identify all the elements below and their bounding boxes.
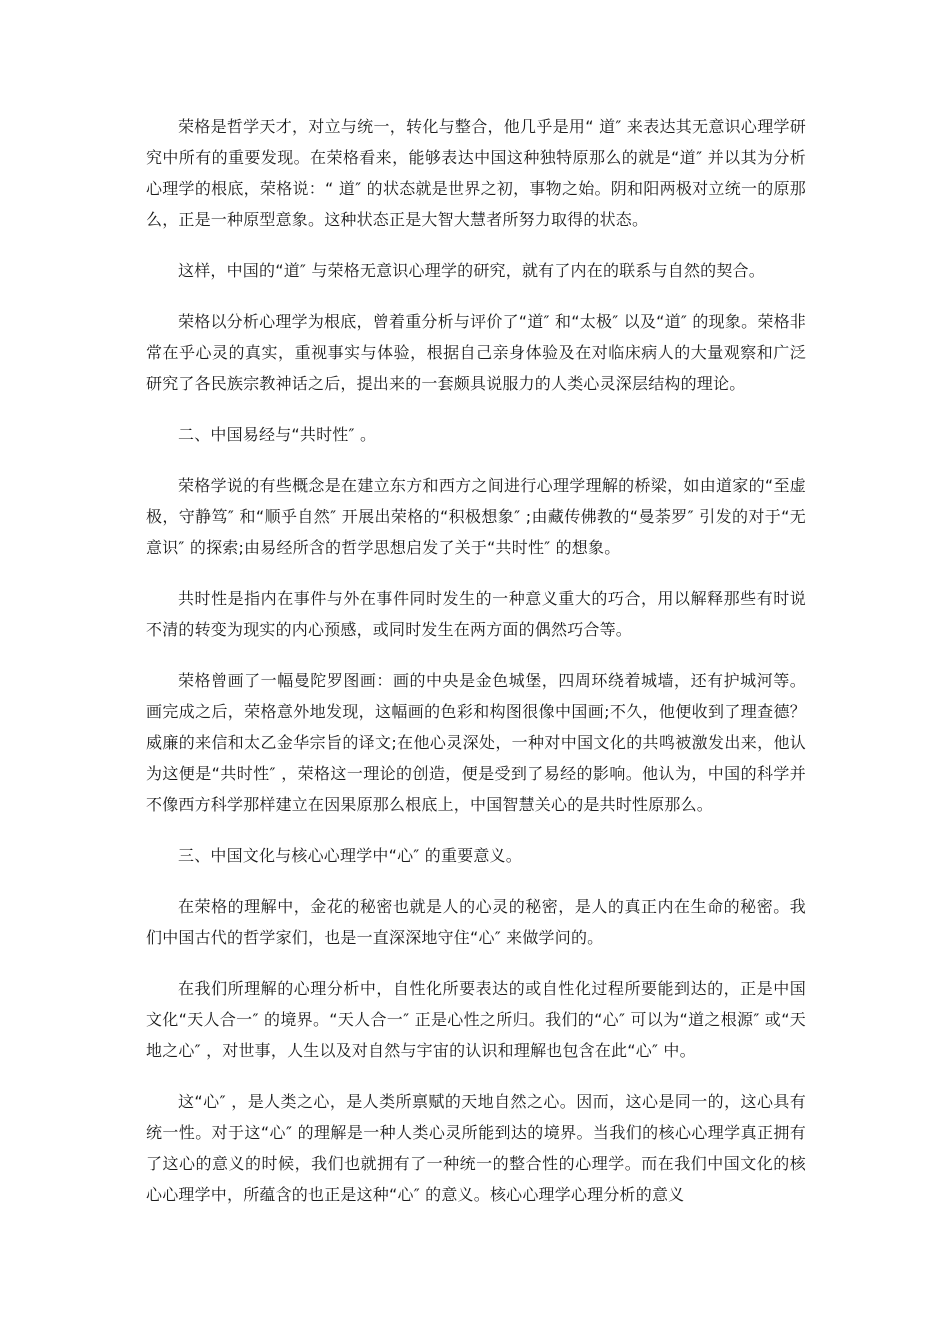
paragraph-synchronicity-definition: 共时性是指内在事件与外在事件同时发生的一种意义重大的巧合，用以解释那些有时说不清的转变为现实的内心预感，或同时发生在两方面的偶然巧合等。	[146, 589, 806, 639]
paragraph-human-heart: 这“心″ ，是人类之心，是人类所禀赋的天地自然之心。因而，这心是同一的，这心具有统一性。对于这“心″ 的理解是一种人类心灵所能到达的境界。当我们的核心心理学真正拥有了这心的意义的时候，我们也就拥有了一种统一的整合性的心理学。而在我们中国文化的核心心理学中，所蕴含的也正是这种“心″ 的意义。核心心理学心理分析的意义	[146, 1092, 806, 1204]
section-heading-heart: 三、中国文化与核心心理学中“心″ 的重要意义。	[178, 846, 522, 865]
paragraph-east-west-bridge: 荣格学说的有些概念是在建立东方和西方之间进行心理学理解的桥梁，如由道家的“至虚极，守静笃″ 和“顺乎自然″ 开展出荣格的“积极想象″ ;由藏传佛教的“曼荼罗″ 引发的对于“无意识″ 的探索;由易经所含的哲学思想启发了关于“共时性″ 的想象。	[146, 476, 806, 557]
paragraph-dao-connection: 这样，中国的“道″ 与荣格无意识心理学的研究，就有了内在的联系与自然的契合。	[178, 261, 765, 280]
paragraph-heaven-human-unity: 在我们所理解的心理分析中，自性化所要表达的或自性化过程所要能到达的，正是中国文化“天人合一″ 的境界。“天人合一″ 正是心性之所归。我们的“心″ 可以为“道之根源″ 或“天地之心″ ，对世事，人生以及对自然与宇宙的认识和理解也包含在此“心″ 中。	[146, 979, 806, 1060]
paragraph-golden-flower: 在荣格的理解中，金花的秘密也就是人的心灵的秘密，是人的真正内在生命的秘密。我们中国古代的哲学家们，也是一直深深地守住“心″ 来做学问的。	[146, 897, 806, 947]
paragraph-dao-expression: 荣格是哲学天才，对立与统一，转化与整合，他几乎是用“ 道″ 来表达其无意识心理学研究中所有的重要发现。在荣格看来，能够表达中国这种独特原那么的就是“道″ 并以其为分析心理学的根底，荣格说：“ 道″ 的状态就是世界之初，事物之始。阴和阳两极对立统一的原那么，正是一种原型意象。这种状态正是大智大慧者所努力取得的状态。	[146, 117, 806, 229]
paragraph-mandala-story: 荣格曾画了一幅曼陀罗图画：画的中央是金色城堡，四周环绕着城墙，还有护城河等。画完成之后，荣格意外地发现，这幅画的色彩和构图很像中国画;不久，他便收到了理查德？威廉的来信和太乙金华宗旨的译文;在他心灵深处，一种对中国文化的共鸣被激发出来，他认为这便是“共时性″ ，荣格这一理论的创造，便是受到了易经的影响。他认为，中国的科学并不像西方科学那样建立在因果原那么根底上，中国智慧关心的是共时性原那么。	[146, 671, 806, 814]
paragraph-taiji-analysis: 荣格以分析心理学为根底，曾着重分析与评价了“道″ 和“太极″ 以及“道″ 的现象。荣格非常在乎心灵的真实，重视事实与体验，根据自己亲身体验及在对临床病人的大量观察和广泛研究了各民族宗教神话之后，提出来的一套颇具说服力的人类心灵深层结构的理论。	[146, 312, 806, 393]
section-heading-synchronicity: 二、中国易经与“共时性″ 。	[178, 425, 377, 444]
document-body	[146, 111, 806, 1230]
